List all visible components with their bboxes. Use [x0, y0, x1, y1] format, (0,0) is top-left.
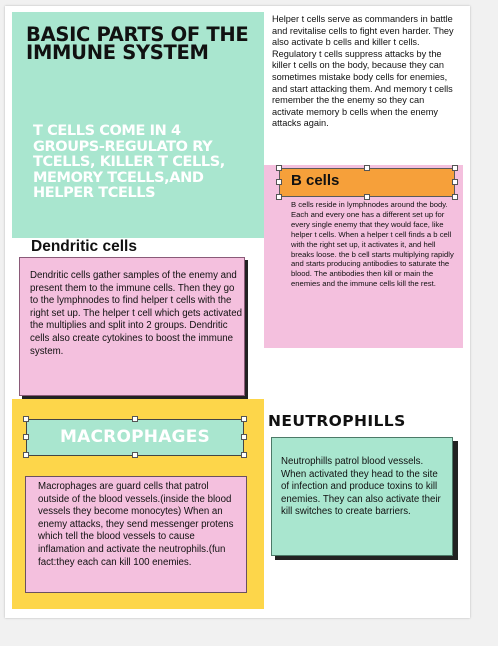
neutrophills-text[interactable]: Neutrophills patrol blood vessels. When activated they head to the site of infection and produce toxins to kill enemies. They can also activate their kill switches to create barriers. — [281, 456, 441, 518]
resize-handle-top-center[interactable] — [364, 165, 370, 171]
resize-handle-top-right[interactable] — [241, 416, 247, 422]
resize-handle-bottom-center[interactable] — [132, 452, 138, 458]
dendritic-text[interactable]: Dendritic cells gather samples of the enemy and present them to the immune cells. Then they go to the lymphnodes to find helper t cells with the right set up. The helper t cell which gets activated the multiplies and split into 2 groups. Dendritic cells also create cytokines to boost the immune system. — [30, 270, 242, 357]
resize-handle-middle-right[interactable] — [452, 179, 458, 185]
macrophages-title[interactable]: MACROPHAGES — [60, 427, 210, 447]
resize-handle-bottom-left[interactable] — [276, 194, 282, 200]
resize-handle-top-left[interactable] — [276, 165, 282, 171]
poster-title[interactable]: BASIC PARTS OF THE IMMUNE SYSTEM — [26, 23, 249, 64]
neutrophills-title[interactable]: NEUTROPHILLS — [268, 412, 406, 430]
bcells-text[interactable]: B cells reside in lymphnodes around the body. Each and every one has a different set up for every single enemy that they would face, like helper t cells. When a helper t cell finds a b cell with the right set up, it activates it, and hell breaks loose. the b cell starts multiplying rapidly and starts producing antibodies to saturate the blood. The antibodies then kill or main the enemies and the immune cells kill the rest. — [291, 200, 454, 289]
resize-handle-bottom-right[interactable] — [241, 452, 247, 458]
macrophages-text[interactable]: Macrophages are guard cells that patrol outside of the blood vessels.(inside the blood vessels they become monocytes) When an enemy attacks, they send messenger protens which tell the blood vessels to cause inflamation and activate the neutrophils.(fun fact:they each can kill 100 enemies. — [38, 481, 234, 568]
resize-handle-top-left[interactable] — [23, 416, 29, 422]
dendritic-title[interactable]: Dendritic cells — [31, 238, 137, 255]
resize-handle-bottom-left[interactable] — [23, 452, 29, 458]
resize-handle-top-center[interactable] — [132, 416, 138, 422]
resize-handle-middle-left[interactable] — [276, 179, 282, 185]
bcells-title[interactable]: B cells — [291, 172, 340, 189]
tcells-heading[interactable]: T CELLS COME IN 4 GROUPS-REGULATO RY TCELLS, KILLER T CELLS, MEMORY TCELLS,AND HELPER TCELLS — [33, 123, 225, 201]
helper-tcells-text[interactable]: Helper t cells serve as commanders in battle and revitalise cells to fight even harder. They also activate b cells and killer t cells. Regulatory t cells suppress attacks by the killer t cells on the body, because they can sometimes mistake body cells for enemies, and start attacking them. And memory t cells remember the the enemy so they can activate memory b cells when the enemy attacks again. — [272, 14, 454, 129]
resize-handle-top-right[interactable] — [452, 165, 458, 171]
